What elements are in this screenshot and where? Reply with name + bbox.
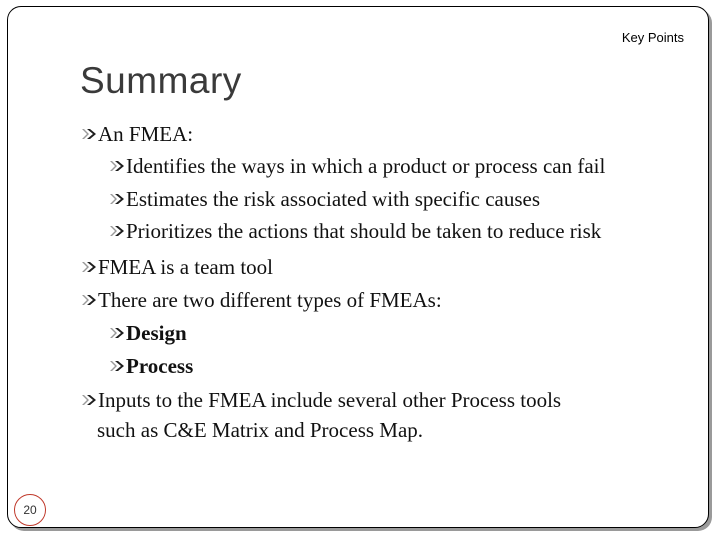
arrow-bullet-icon: [109, 225, 125, 237]
bullet-text: Design: [126, 321, 187, 345]
slide-title: Summary: [80, 60, 242, 101]
bullet-item: [109, 153, 605, 179]
bullet-text: Identifies the ways in which a product or process can fail: [126, 154, 606, 178]
bullet-item: [109, 186, 540, 212]
bullet-text: FMEA is a team tool: [98, 255, 273, 279]
bullet-item: [109, 218, 601, 244]
bullet-text: An FMEA:: [98, 122, 194, 146]
arrow-bullet-icon: [81, 128, 97, 140]
arrow-bullet-icon: [109, 160, 125, 172]
bullet-item: [81, 121, 193, 147]
bullet-continuation: such as C&E Matrix and Process Map.: [97, 418, 424, 442]
arrow-bullet-icon: [109, 327, 125, 339]
bullet-item: [109, 353, 193, 379]
header-label: Key Points: [621, 30, 684, 45]
bullet-text: Estimates the risk associated with specific causes: [126, 187, 541, 211]
arrow-bullet-icon: [81, 294, 97, 306]
bullet-text: Prioritizes the actions that should be taken to reduce risk: [126, 219, 602, 243]
bullet-item: [81, 254, 273, 280]
bullet-text: Process: [126, 354, 194, 378]
bullet-item: [109, 320, 187, 346]
bullet-item: [81, 287, 442, 313]
arrow-bullet-icon: [81, 261, 97, 273]
arrow-bullet-icon: [81, 394, 97, 406]
bullet-text: Inputs to the FMEA include several other Process tools: [98, 388, 562, 412]
bullet-item: [81, 387, 561, 413]
bullet-text: There are two different types of FMEAs:: [98, 288, 442, 312]
arrow-bullet-icon: [109, 193, 125, 205]
page-number: 20: [23, 503, 37, 517]
arrow-bullet-icon: [109, 360, 125, 372]
page-number-badge: [14, 494, 46, 526]
